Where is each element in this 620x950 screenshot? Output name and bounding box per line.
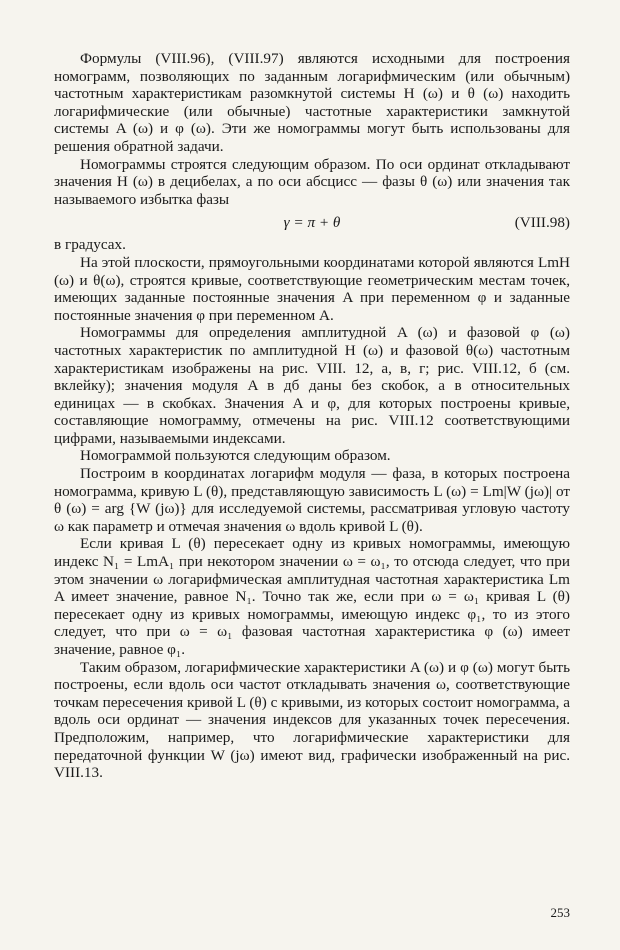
paragraph: Формулы (VIII.96), (VIII.97) являются исходными для построения номограмм, позволяющих по заданным логарифмическим (или обычным) частотным характеристикам разомкнутой системы H (ω) и θ (ω) находить логарифмические (или обычные) частотные характеристики замкнутой системы A (ω) и φ (ω). Эти же номограммы могут быть использованы для решения обратной задачи. xyxy=(54,50,570,155)
formula-viii-98 xyxy=(54,210,570,236)
page-number: 253 xyxy=(550,905,570,920)
paragraph: Если кривая L (θ) пересекает одну из кривых номограммы, имеющую индекс N₁ = LmA₁ при некотором значении ω = ω₁, то отсюда следует, что при этом значении ω логарифмическая амплитудная частотная характеристика Lm A имеет значение, равное N₁. Точно так же, если при ω = ω₁ кривая L (θ) пересекает одну из кривых номограммы, имеющую индекс φ₁, то из этого следует, что при ω = ω₁ фазовая частотная характеристика φ (ω) имеет значение, равное φ₁. xyxy=(54,535,570,658)
paragraph: Номограммой пользуются следующим образом. xyxy=(80,447,391,465)
paragraph: Номограммы для определения амплитудной A (ω) и фазовой φ (ω) частотных характеристик по амплитудной H (ω) и фазовой θ(ω) частотным характеристикам изображены на рис. VIII. 12, а, в, г; рис. VIII.12, б (см. вклейку); значения модуля A в дб даны без скобок, а в относительных единицах — в скобках. Значения A и φ, для которых построены кривые, составляющие номограмму, отмечены на рис. VIII.12 соответствующими цифрами, называемыми индексами. xyxy=(54,324,570,447)
paragraph: Построим в координатах логарифм модуля — фаза, в которых построена номограмма, кривую L (θ), представляющую зависимость L (ω) = Lm|W (jω)| от θ (ω) = arg {W (jω)} для исследуемой системы, рассматривая угловую частоту ω как параметр и отмечая значения ω вдоль кривой L (θ). xyxy=(54,465,570,535)
formula-expression: γ = π + θ xyxy=(283,214,341,232)
paragraph: в градусах. xyxy=(54,236,126,254)
paragraph: На этой плоскости, прямоугольными координатами которой являются LmH (ω) и θ(ω), строятся кривые, соответствующие геометрическим местам точек, имеющих заданные постоянные значения A при переменном φ и заданные постоянные значения φ при переменном A. xyxy=(54,253,570,324)
formula-number: (VIII.98) xyxy=(514,214,570,232)
paragraph: Номограммы строятся следующим образом. По оси ординат откладывают значения H (ω) в децибелах, а по оси абсцисс — фазы θ (ω) или значения так называемого избытка фазы xyxy=(54,155,570,208)
body-text xyxy=(54,50,570,782)
paragraph: Таким образом, логарифмические характеристики A (ω) и φ (ω) могут быть построены, если вдоль оси частот откладывать значения ω, соответствующие точкам пересечения кривой L (θ) с кривыми, из которых состоит номограмма, а вдоль оси ординат — значения индексов для указанных точек пересечения. Предположим, например, что логарифмические характеристики для передаточной функции W (jω) имеют вид, графически изображенный на рис. VIII.13. xyxy=(54,658,570,782)
